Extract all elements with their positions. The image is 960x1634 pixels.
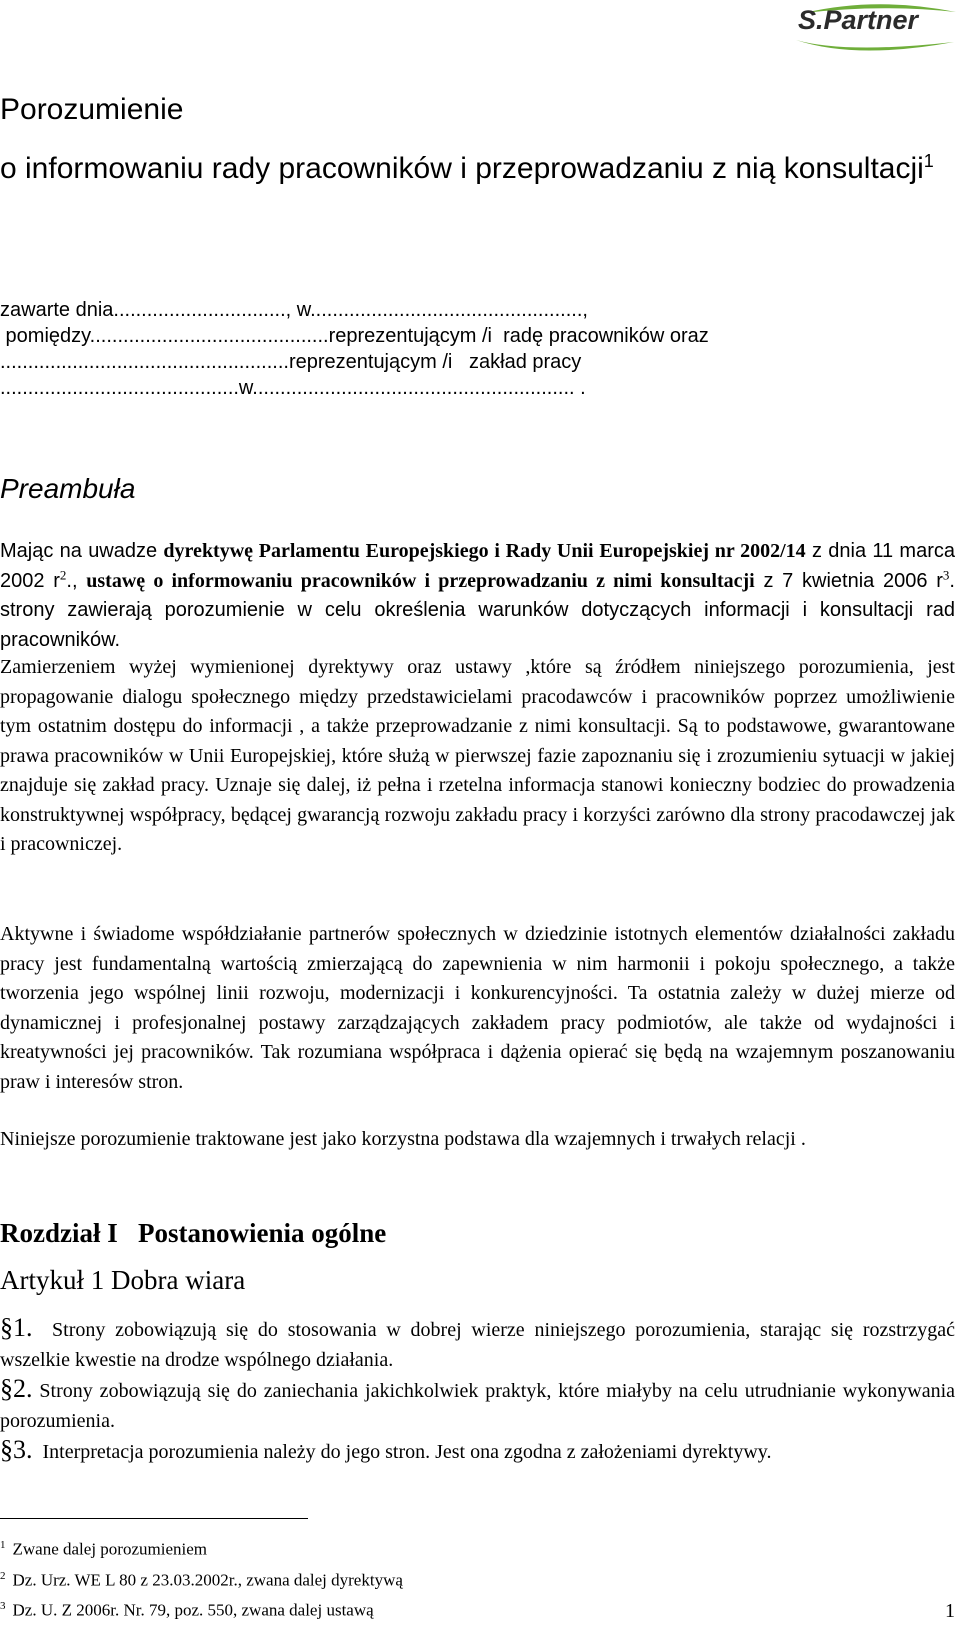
- paragraph-text: Strony zobowiązują się do stosowania w dobrej wierze niniejszego porozumienia, starając się rozstrzygać wszelkie kwestie na drodze wspólnego działania.: [0, 1319, 960, 1371]
- preamble-paragraph-1: [0, 537, 955, 655]
- footnote: [0, 1593, 403, 1624]
- footnote-number: 2: [0, 1569, 6, 1582]
- intro-line: pomiędzy...........................................reprezentującym /i radę pracowników oraz: [0, 325, 709, 347]
- preamble-heading: Preambuła: [0, 473, 136, 504]
- paragraph-number: §2.: [0, 1374, 33, 1403]
- footnote-text: Zwane dalej porozumieniem: [12, 1539, 207, 1559]
- intro-line: ....................................................reprezentującym /i zakład pracy: [0, 351, 582, 373]
- preamble-paragraph-2: [0, 653, 955, 860]
- paragraph-number: §1.: [0, 1313, 33, 1342]
- preamble-paragraph-3: [0, 920, 955, 1097]
- agreement-intro: [0, 297, 709, 401]
- text-run: . strony zawierają porozumienie w celu określenia warunków dotyczących informacji i konsultacji rad pracowników.: [0, 569, 955, 651]
- footnote-number: 1: [0, 1539, 6, 1551]
- footnotes: [0, 1532, 403, 1624]
- intro-line: zawarte dnia..............................., w.................................................,: [0, 299, 588, 321]
- footnote-ref-2: 2: [59, 566, 67, 582]
- paragraph-text: Niniejsze porozumienie traktowane jest jako korzystna podstawa dla wzajemnych i trwałych relacji .: [0, 1128, 806, 1150]
- page-number: 1: [945, 1600, 955, 1622]
- paragraph-2: [0, 1374, 960, 1436]
- s-partner-logo-graphic: [786, 0, 960, 62]
- paragraph-1: [0, 1313, 960, 1375]
- chapter-heading: Rozdział I Postanowienia ogólne: [0, 1218, 387, 1248]
- footnote-number: 3: [0, 1600, 6, 1613]
- intro-line: ...........................................w.......................................................... .: [0, 377, 586, 399]
- paragraph-text: Zamierzeniem wyżej wymienionej dyrektywy oraz ustawy ,które są źródłem niniejszego porozumienia, jest propagowanie dialogu społecznego między przedstawicielami pracodawców i pracowników poprzez umożliwienie tym ostatnim dostępu do informacji , a także przeprowadzanie z nimi konsultacji. Są to podstawowe, gwarantowane prawa pracowników w Unii Europejskiej, które służą w pierwszej fazie zapoznaniu się i zrozumieniu sytuacji w jakiej znajduje się zakład pracy. Uznaje się dalej, iż pełna i rzetelna informacja stanowi konieczny bodziec do prowadzenia konstruktywnej współpracy, będącej gwarancją rozwoju zakładu pracy i korzyści zarówno dla strony pracodawczej jak i pracowniczej.: [0, 656, 955, 855]
- text-run: z dnia 11 marca 2002 r: [0, 540, 955, 592]
- paragraph-number: §3.: [0, 1435, 33, 1464]
- paragraph-text: Aktywne i świadome współdziałanie partnerów społecznych w dziedzinie istotnych elementów działalności zakładu pracy jest fundamentalną wartością zmierzającą do zapewnienia w nim harmonii i pokoju społecznego, a także tworzenia jego wspólnej linii rozwoju, modernizacji i konkurencyjności. Ta ostatnia zależy w dużej mierze od dynamicznej i profesjonalnej postawy zarządzających zakładem pracy podmiotów, ale także od wydajności i kreatywności jej pracowników. Tak rozumiana współpraca i dążenia opierać się będą na wzajemnym poszanowaniu praw i interesów stron.: [0, 923, 955, 1093]
- document-title: Porozumienie: [0, 93, 184, 126]
- directive-name: dyrektywę Parlamentu Europejskiego i Rady Unii Europejskiej nr 2002/14: [163, 540, 806, 562]
- text-run: z 7 kwietnia 2006 r: [754, 569, 943, 592]
- footnote-text: Dz. Urz. WE L 80 z 23.03.2002r., zwana dalej dyrektywą: [12, 1570, 403, 1590]
- subtitle-text: o informowaniu rady pracowników i przeprowadzaniu z nią konsultacji: [0, 152, 924, 185]
- footnote-ref-3: 3: [942, 566, 950, 582]
- text-run: .,: [66, 569, 87, 592]
- footnote-separator: [0, 1518, 308, 1519]
- paragraph-text: Strony zobowiązują się do zaniechania jakichkolwiek praktyk, które miałyby na celu utrudnianie wykonywania porozumienia.: [0, 1380, 960, 1432]
- footnote-ref-1: 1: [923, 151, 934, 171]
- article-heading: Artykuł 1 Dobra wiara: [0, 1265, 246, 1295]
- footnote-text: Dz. U. Z 2006r. Nr. 79, poz. 550, zwana dalej ustawą: [12, 1600, 374, 1620]
- s-partner-logo: [786, 0, 960, 62]
- footnote: [0, 1563, 403, 1594]
- text-run: Mając na uwadze: [0, 540, 164, 562]
- act-name: ustawę o informowaniu pracowników i przeprowadzaniu z nimi konsultacji: [86, 569, 755, 592]
- svg-text:S.Partner: S.Partner: [798, 5, 919, 35]
- preamble-paragraph-4: [0, 1125, 955, 1155]
- document-subtitle: [0, 148, 955, 190]
- paragraph-text: Interpretacja porozumienia należy do jego stron. Jest ona zgodna z założeniami dyrektywy.: [32, 1441, 772, 1463]
- paragraph-3: [0, 1435, 955, 1467]
- footnote: [0, 1532, 403, 1563]
